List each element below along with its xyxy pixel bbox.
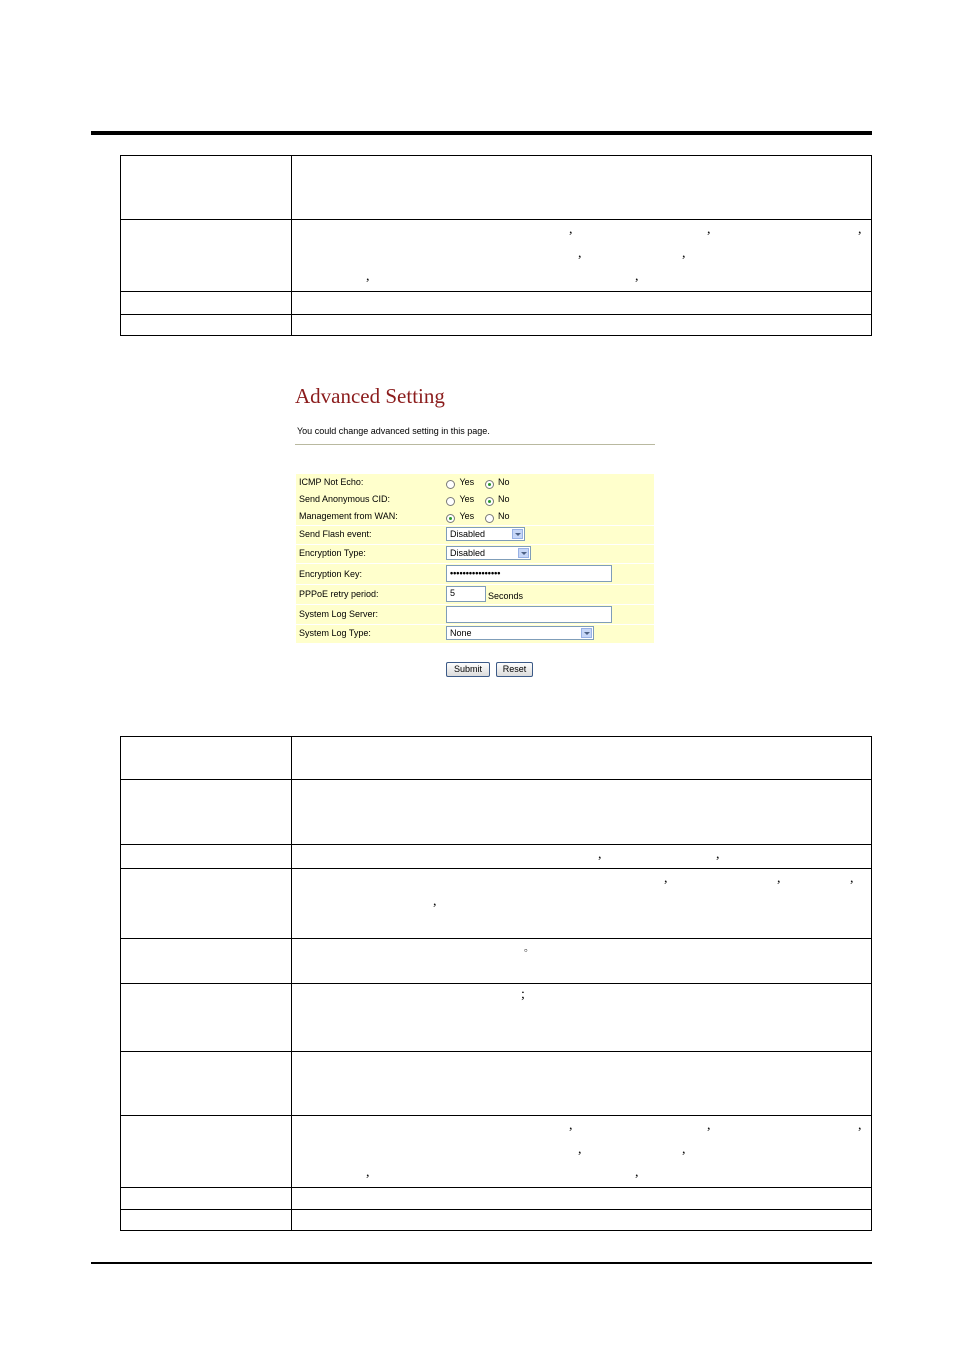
punctuation-mark: ,	[569, 1118, 573, 1133]
table-cell	[121, 869, 292, 939]
punctuation-mark: ,	[433, 894, 437, 909]
table-row	[121, 1210, 872, 1231]
icmp-not-echo-yes-radio[interactable]	[446, 480, 455, 489]
send-flash-event-label: Send Flash event:	[299, 529, 372, 539]
table-row	[121, 1052, 872, 1116]
punctuation-mark: ,	[716, 847, 720, 862]
icmp-not-echo-row	[296, 474, 654, 491]
table-row	[121, 220, 872, 292]
pppoe-retry-period-row	[296, 585, 654, 604]
radio-label: No	[498, 511, 510, 521]
table-cell	[121, 220, 292, 292]
select-value: None	[450, 628, 472, 638]
punctuation-mark: ,	[635, 1165, 639, 1180]
table-cell	[121, 156, 292, 220]
system-log-type-select[interactable]	[446, 626, 594, 640]
table-cell	[121, 1210, 292, 1231]
send-flash-event-row	[296, 526, 654, 544]
top-parameter-table	[120, 155, 872, 336]
send-anonymous-cid-yes-radio[interactable]	[446, 497, 455, 506]
punctuation-mark: ,	[707, 222, 711, 237]
encryption-key-field[interactable]: ••••••••••••••••	[446, 565, 612, 582]
encryption-type-select[interactable]	[446, 546, 531, 560]
punctuation-mark: ,	[366, 269, 370, 284]
icmp-not-echo-label: ICMP Not Echo:	[299, 477, 364, 487]
radio-label: Yes	[459, 511, 475, 521]
send-anonymous-cid-row	[296, 491, 654, 508]
table-row	[121, 156, 872, 220]
submit-button[interactable]: Submit	[446, 662, 490, 677]
punctuation-mark: ,	[682, 246, 686, 261]
chevron-down-icon[interactable]	[518, 548, 529, 558]
table-cell	[121, 1188, 292, 1210]
table-cell	[292, 869, 872, 939]
bottom-parameter-table	[120, 736, 872, 1231]
punctuation-mark: ;	[521, 987, 525, 1002]
table-cell	[121, 845, 292, 869]
punctuation-mark: ,	[598, 847, 602, 862]
send-anonymous-cid-no-radio[interactable]	[485, 497, 494, 506]
pppoe-retry-period-field[interactable]: 5	[446, 586, 486, 602]
select-value: Disabled	[450, 529, 486, 539]
table-cell	[292, 939, 872, 984]
punctuation-mark: ,	[635, 269, 639, 284]
table-cell	[292, 1052, 872, 1116]
radio-label: Yes	[459, 477, 475, 487]
punctuation-mark: ,	[707, 1118, 711, 1133]
table-cell	[292, 292, 872, 315]
page-description: You could change advanced setting in this page.	[297, 426, 490, 436]
icmp-not-echo-no-radio[interactable]	[485, 480, 494, 489]
radio-label: No	[498, 494, 510, 504]
table-row	[121, 1188, 872, 1210]
management-from-wan-row	[296, 508, 654, 525]
table-cell	[292, 780, 872, 845]
table-row	[121, 939, 872, 984]
system-log-type-row	[296, 625, 654, 643]
table-cell	[121, 939, 292, 984]
punctuation-mark: ,	[578, 1142, 582, 1157]
table-cell	[292, 984, 872, 1052]
icmp-not-echo-options	[446, 474, 516, 491]
table-cell	[121, 737, 292, 780]
system-log-server-field[interactable]	[446, 606, 612, 623]
system-log-type-label: System Log Type:	[299, 628, 371, 638]
advanced-setting-panel	[295, 380, 665, 690]
table-cell	[121, 315, 292, 336]
table-cell	[292, 1188, 872, 1210]
punctuation-mark: ,	[578, 246, 582, 261]
page-title: Advanced Setting	[295, 384, 445, 408]
table-row	[121, 292, 872, 315]
punctuation-mark: ,	[858, 222, 862, 237]
encryption-key-row	[296, 564, 654, 584]
select-value: Disabled	[450, 548, 486, 558]
punctuation-mark: ,	[858, 1118, 862, 1133]
table-cell	[121, 780, 292, 845]
encryption-type-row	[296, 545, 654, 563]
pppoe-retry-period-label: PPPoE retry period:	[299, 589, 379, 599]
table-cell	[121, 1116, 292, 1188]
encryption-type-label: Encryption Type:	[299, 548, 366, 558]
management-from-wan-label: Management from WAN:	[299, 511, 398, 521]
table-cell	[292, 737, 872, 780]
table-row	[121, 780, 872, 845]
table-cell	[121, 984, 292, 1052]
table-cell	[292, 315, 872, 336]
table-row	[121, 315, 872, 336]
table-cell	[121, 292, 292, 315]
system-log-server-row	[296, 605, 654, 624]
table-row	[121, 984, 872, 1052]
reset-button[interactable]: Reset	[496, 662, 533, 677]
table-row	[121, 1116, 872, 1188]
punctuation-mark: ,	[366, 1165, 370, 1180]
chevron-down-icon[interactable]	[512, 529, 523, 539]
chevron-down-icon[interactable]	[581, 628, 592, 638]
header-rule	[91, 131, 872, 135]
system-log-server-label: System Log Server:	[299, 609, 379, 619]
footer-rule	[91, 1262, 872, 1264]
send-anonymous-cid-options	[446, 491, 516, 508]
table-row	[121, 737, 872, 780]
send-anonymous-cid-label: Send Anonymous CID:	[299, 494, 391, 504]
encryption-key-label: Encryption Key:	[299, 569, 363, 579]
divider	[295, 444, 655, 445]
radio-label: No	[498, 477, 510, 487]
management-from-wan-yes-radio[interactable]	[446, 514, 455, 523]
table-cell	[292, 1116, 872, 1188]
punctuation-mark: ,	[777, 871, 781, 886]
table-cell	[292, 845, 872, 869]
punctuation-mark: ,	[664, 871, 668, 886]
punctuation-mark: ,	[682, 1142, 686, 1157]
table-cell	[292, 1210, 872, 1231]
table-row	[121, 845, 872, 869]
punctuation-mark: ,	[569, 222, 573, 237]
table-cell	[292, 156, 872, 220]
send-flash-event-select[interactable]	[446, 527, 525, 541]
pppoe-retry-unit: Seconds	[488, 591, 524, 601]
punctuation-mark: ,	[850, 871, 854, 886]
table-row	[121, 869, 872, 939]
table-cell	[292, 220, 872, 292]
management-from-wan-no-radio[interactable]	[485, 514, 494, 523]
radio-label: Yes	[459, 494, 475, 504]
management-from-wan-options	[446, 508, 516, 525]
punctuation-mark: 。	[524, 943, 534, 954]
table-cell	[121, 1052, 292, 1116]
